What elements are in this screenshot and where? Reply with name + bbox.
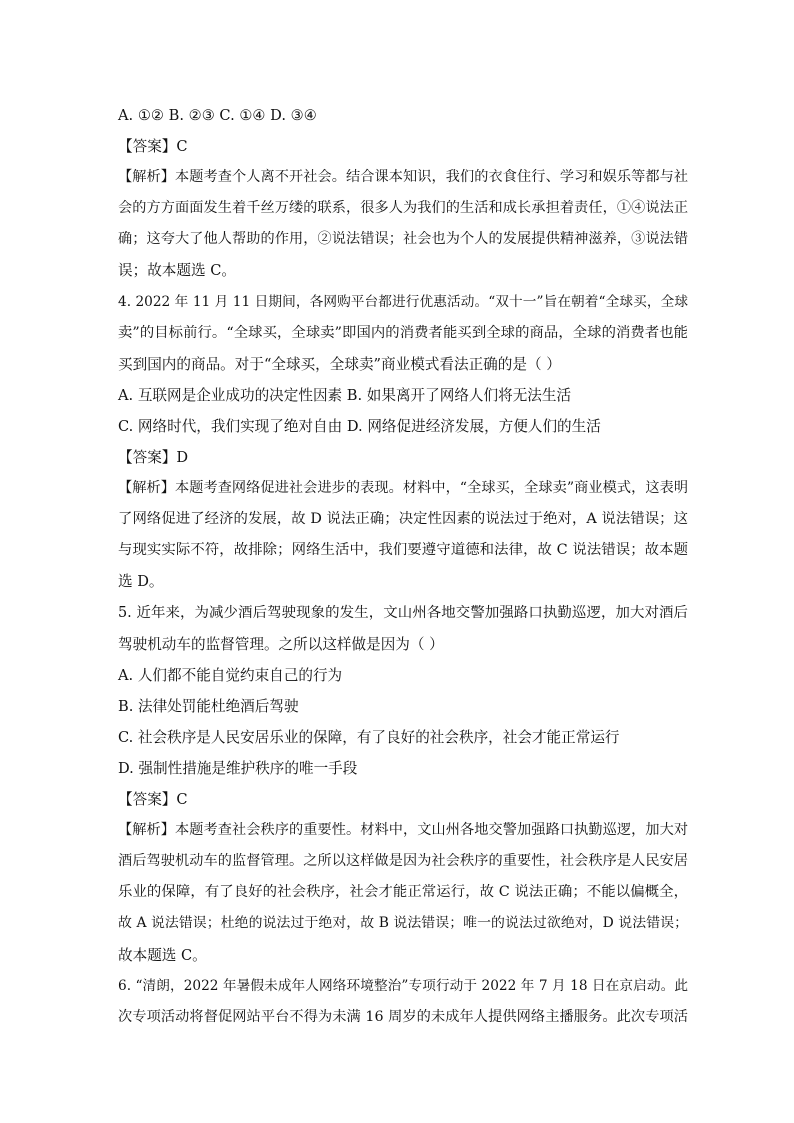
analysis-q4-line-1: 【解析】本题考查网络促进社会进步的表现。材料中，“全球买，全球卖”商业模式，这表明 <box>118 480 688 497</box>
answer-q4: 【答案】D <box>118 449 189 467</box>
question-5-line-2: 驾驶机动车的监督管理。之所以这样做是因为（ ） <box>118 635 444 653</box>
answer-q3: 【答案】C <box>118 138 188 156</box>
document-body <box>118 100 688 1033</box>
analysis-q3-line-4: 误；故本题选 C。 <box>118 262 236 280</box>
analysis-q5-line-4: 故 A 说法错误；杜绝的说法过于绝对，故 B 说法错误；唯一的说法过欲绝对，D 说法错误； <box>118 915 688 932</box>
question-6-line-1: 6. “清朗，2022 年暑假未成年人网络环境整治”专项行动于 2022 年 7 月 18 日在京启动。此 <box>118 977 688 994</box>
question-6-line-2: 次专项活动将督促网站平台不得为未满 16 周岁的未成年人提供网络主播服务。此次专项活 <box>118 1008 688 1025</box>
answer-q5: 【答案】C <box>118 791 188 809</box>
option-q5-d: D. 强制性措施是维护秩序的唯一手段 <box>118 759 358 777</box>
analysis-q4-line-4: 选 D。 <box>118 573 164 591</box>
analysis-q4-line-2: 了网络促进了经济的发展，故 D 说法正确；决定性因素的说法过于绝对，A 说法错误；这 <box>118 511 688 528</box>
analysis-q3-line-3: 确；这夸大了他人帮助的作用，②说法错误；社会也为个人的发展提供精神滋养，③说法错 <box>118 231 688 248</box>
option-q5-c: C. 社会秩序是人民安居乐业的保障，有了良好的社会秩序，社会才能正常运行 <box>118 728 620 746</box>
analysis-q5-line-3: 乐业的保障，有了良好的社会秩序，社会才能正常运行，故 C 说法正确；不能以偏概全， <box>118 884 688 901</box>
analysis-q5-line-5: 故本题选 C。 <box>118 946 207 964</box>
analysis-q4-line-3: 与现实实际不符，故排除；网络生活中，我们要遵守道德和法律，故 C 说法错误；故本题 <box>118 542 688 559</box>
question-4-line-1: 4. 2022 年 11 月 11 日期间，各网购平台都进行优惠活动。“双十一”旨在朝着“全球买，全球 <box>118 293 688 310</box>
analysis-q5-line-1: 【解析】本题考查社会秩序的重要性。材料中，文山州各地交警加强路口执勤巡逻，加大对 <box>118 822 688 839</box>
question-4-line-3: 买到国内的商品。对于“全球买，全球卖”商业模式看法正确的是（ ） <box>118 355 561 373</box>
option-q5-b: B. 法律处罚能杜绝酒后驾驶 <box>118 697 299 715</box>
question-5-line-1: 5. 近年来，为减少酒后驾驶现象的发生，文山州各地交警加强路口执勤巡逻，加大对酒后 <box>118 604 688 621</box>
option-q5-a: A. 人们都不能自觉约束自己的行为 <box>118 666 343 684</box>
analysis-q5-line-2: 酒后驾驶机动车的监督管理。之所以这样做是因为社会秩序的重要性，社会秩序是人民安居 <box>118 853 688 870</box>
options-line-q3: A. ①② B. ②③ C. ①④ D. ③④ <box>118 107 317 124</box>
analysis-q3-line-1: 【解析】本题考查个人离不开社会。结合课本知识，我们的衣食住行、学习和娱乐等都与社 <box>118 169 688 186</box>
question-4-line-2: 卖”的目标前行。“全球买，全球卖”即国内的消费者能买到全球的商品，全球的消费者也能 <box>118 324 688 341</box>
options-q4-ab: A. 互联网是企业成功的决定性因素 B. 如果离开了网络人们将无法生活 <box>118 386 572 404</box>
analysis-q3-line-2: 会的方方面面发生着千丝万缕的联系，很多人为我们的生活和成长承担着责任，①④说法正 <box>118 200 688 217</box>
options-q4-cd: C. 网络时代，我们实现了绝对自由 D. 网络促进经济发展，方便人们的生活 <box>118 417 601 435</box>
